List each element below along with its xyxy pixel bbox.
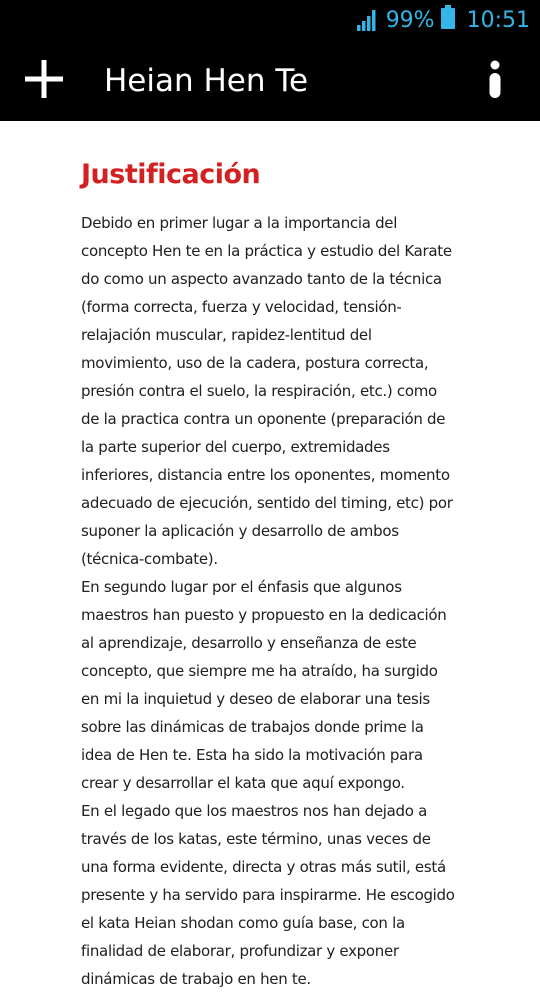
info-button[interactable] [450,40,540,121]
paragraph: En segundo lugar por el énfasis que algunos maestros han puesto y propuesto en la dedicación al aprendizaje, desarrollo y enseñanza de este concepto, que siempre me ha atraído, ha surgido en mi la inquietud y deseo de elaborar una tesis sobre las dinámicas de trabajos donde prime la idea de Hen te. Esta ha sido la motivación para crear y desarrollar el kata que aquí expongo. [81,578,447,792]
status-clock: 10:51 [466,7,530,33]
app-bar [0,40,540,121]
signal-icon [356,9,378,31]
battery-percent: 99% [385,7,435,33]
page-title: Heian Hen Te [104,62,309,99]
battery-icon [441,5,455,35]
status-bar [0,0,540,40]
plus-icon [25,60,63,102]
add-button[interactable] [0,40,88,121]
section-heading: Justificación [81,159,261,190]
paragraph: Debido en primer lugar a la importancia del concepto Hen te en la práctica y estudio del Karate do como un aspecto avanzado tanto de la técnica (forma correcta, fuerza y velocidad, tensión-relajación muscular, rapidez-lentitud del movimiento, uso de la cadera, postura correcta, presión contra el suelo, la respiración, etc.) como de la practica contra un oponente (preparación de la parte superior del cuerpo, extremidades inferiores, distancia entre los oponentes, momento adecuado de ejecución, sentido del timing, etc) por suponer la aplicación y desarrollo de ambos (técnica-combate). [81,214,453,568]
paragraph: En el legado que los maestros nos han dejado a través de los katas, este término, unas veces de una forma evidente, directa y otras más sutil, está presente y ha servido para inspirarme. He escogido el kata Heian shodan como guía base, con la finalidad de elaborar, profundizar y exponer dinámicas de trabajo en hen te. [81,802,455,988]
body-text [81,209,458,993]
content-area[interactable] [0,121,540,988]
info-icon [488,60,502,102]
